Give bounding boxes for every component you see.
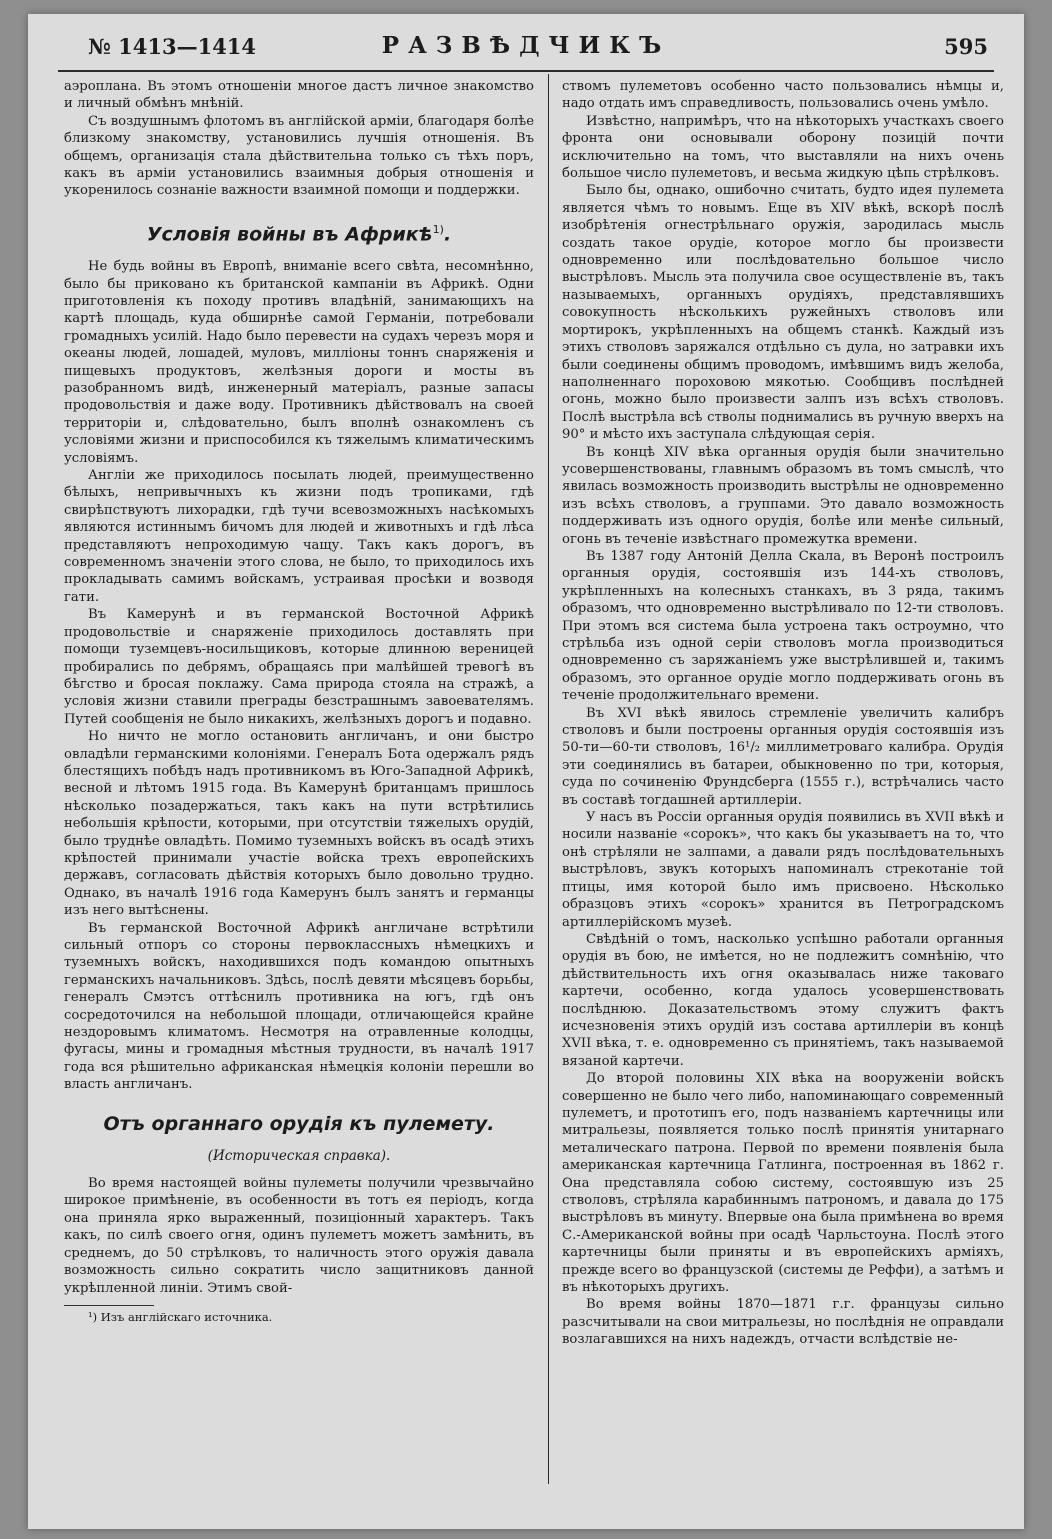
article-heading-africa: Условія войны въ Африкѣ$^{1)}$. [146,222,452,246]
paragraph: Было бы, однако, ошибочно считать, будто идея пулемета является чѣмъ то новымъ. Еще въ XIV вѣкѣ, вскорѣ послѣ изобрѣтенія огнестрѣльнаго оружія, зародилась мысль создать такое орудіе, которое могло бы произвести одновременно или послѣдовательно большое число выстрѣловъ. Мысль эта получила свое осуществленіе въ, такъ называемыхъ, органныхъ орудіяхъ, представлявшихъ совокупность нѣсколькихъ ружейныхъ стволовъ или мортирокъ, укрѣпленныхъ на общемъ станкѣ. Каждый изъ этихъ стволовъ заряжался отдѣльно съ дула, но затравки ихъ были соединены общимъ проводомъ, имѣвшимъ видъ желоба, наполненнаго пороховою мякотью. Сообщивъ послѣдней огонь, можно было произвести залпъ изъ всѣхъ стволовъ. Послѣ выстрѣла всѣ стволы поднимались въ ручную вверхъ на 90° и мѣсто ихъ заступала слѣдующая серія. [562,183,1004,443]
paragraph: Свѣдѣній о томъ, насколько успѣшно работали органныя орудія въ бою, не имѣется, но не подлежитъ сомнѣнію, что дѣйствительность ихъ огня оказывалась ниже таковаго картечи, особенно, когда удалось усовершенствовать послѣднюю. Доказательствомъ этому служитъ фактъ исчезновенія этихъ орудій изъ состава артиллеріи въ концѣ XVII вѣка, т. е. одновременно съ принятіемъ, такъ называемой вязаной картечи. [562,931,1004,1069]
paragraph: Во время настоящей войны пулеметы получили чрезвычайно широкое примѣненіе, въ особенности въ тотъ ея періодъ, когда она приняла ярко выраженный, позиціонный характеръ. Такъ какъ, по силѣ своего огня, одинъ пулеметъ можетъ замѣнить, въ среднемъ, до 50 стрѣлковъ, то наличность этого оружія давала возможность сильно сократить число защитниковъ данной укрѣпленной линіи. Этимъ свой- [64,1176,534,1296]
right-column [562,78,1004,1349]
heading-text: Условія войны въ Африкѣ [146,223,433,246]
paragraph: ствомъ пулеметовъ особенно часто пользовались нѣмцы и, надо отдать имъ справедливость, пользовались очень умѣло. [562,79,1004,112]
paragraph: Въ германской Восточной Африкѣ англичане встрѣтили сильный отпоръ со стороны первоклассныхъ нѣмецкихъ и туземныхъ войскъ, находившихся подъ командою опытныхъ германскихъ начальниковъ. Здѣсь, послѣ девяти мѣсяцевъ борьбы, генералъ Смэтсъ оттѣснилъ противника на югъ, гдѣ онъ сосредоточился на небольшой площади, отличающейся крайне нездоровымъ климатомъ. Несмотря на отравленные колодцы, фугасы, мины и громадныя мѣстныя трудности, въ началѣ 1917 года вся рѣшительно африканская нѣмецкія колоніи перешли во власть англичанъ. [64,920,534,1093]
page-header [58,30,994,72]
paragraph: аэроплана. Въ этомъ отношеніи многое дастъ личное знакомство и личный обмѣнъ мнѣній. [64,79,534,112]
column-divider [548,74,549,1484]
paragraph: Въ XVI вѣкѣ явилось стремленіе увеличить калибръ стволовъ и были построены органныя орудія состоявшія изъ 50-ти—60-ти стволовъ, 16¹/₂ миллиметроваго калибра. Орудія эти соединялись въ батареи, обыкновенно по три, которыя, суда по сочиненію Фрундсберга (1555 г.), встрѣчались часто въ составѣ тогдашней артиллеріи. [562,705,1004,808]
footnote-rule [64,1305,154,1306]
paragraph: Въ 1387 году Антоній Делла Скала, въ Веронѣ построилъ органныя орудія, состоявшія изъ 144-хъ стволовъ, укрѣпленныхъ на колесныхъ станкахъ, въ 3 ряда, такимъ образомъ, что одновременно выстрѣливало по 12-ти стволовъ. При этомъ вся система была устроена такъ остроумно, что стрѣльба изъ одной серіи стволовъ могла производиться одновременно съ заряжаніемъ уже выстрѣлившей и, такимъ образомъ, это органное орудіе могло поддерживать огонь въ теченіе продолжительнаго времени. [562,548,1004,704]
footnote-marker: 1) [432,222,444,236]
issue-number: № 1413—1414 [88,34,257,59]
masthead-title: РАЗВѢДЧИКЪ [381,32,671,59]
paragraph: У насъ въ Россіи органныя орудія появились въ XVII вѣкѣ и носили названіе «сорокъ», что какъ бы указываетъ на то, что онѣ стрѣляли не залпами, а давали рядъ послѣдовательныхъ выстрѣловъ, звукъ которыхъ напоминалъ стрекотаніе той птицы, имя которой было имъ присвоено. Нѣсколько образцовъ этихъ «сорокъ» хранится въ Петроградскомъ артиллерійскомъ музеѣ. [562,810,1004,930]
page-number: 595 [944,34,988,59]
left-column [64,78,534,1325]
paragraph: Но ничто не могло остановить англичанъ, и они быстро овладѣли германскими колоніями. Генералъ Бота одержалъ рядъ блестящихъ побѣдъ надъ противникомъ въ Юго-Западной Африкѣ, весной и лѣтомъ 1915 года. Въ Камерунѣ британцамъ пришлось нѣсколько позадержаться, такъ какъ на пути встрѣтились небольшія крѣпости, которыми, при отсутствіи тяжелыхъ орудій, было труднѣе овладѣть. Помимо туземныхъ войскъ въ осадѣ этихъ крѣпостей принимали участіе войска трехъ европейскихъ державъ, согласовать дѣйствія которыхъ было довольно трудно. Однако, въ началѣ 1916 года Камерунъ былъ занятъ и германцы изъ него вытѣснены. [64,729,534,919]
paragraph: Съ воздушнымъ флотомъ въ англійской арміи, благодаря болѣе близкому знакомству, установились лучшія отношенія. Въ общемъ, организація стала дѣйствительна только съ тѣхъ поръ, какъ въ арміи установились взаимныя добрыя отношенія и укоренилось сознаніе важности взаимной помощи и поддержки. [64,113,534,199]
newspaper-page [28,14,1024,1529]
paragraph: До второй половины XIX вѣка на вооруженіи войскъ совершенно не было чего либо, напоминающаго современный пулеметъ, и прототипъ его, подъ названіемъ картечницы или митральезы, появляется только послѣ принятія унитарнаго металическаго патрона. Первой по времени появленія была американская картечница Гатлинга, построенная въ 1862 г. Она представляла собою систему, состоявшую изъ 25 стволовъ, стрѣляла карабиннымъ патрономъ, и давала до 175 выстрѣловъ въ минуту. Впервые она была примѣнена во время С.-Американской войны при осадѣ Чарльстоуна. Послѣ этого картечницы были приняты и въ европейскихъ арміяхъ, прежде всего во французской (системы де Реффи), а затѣмъ и въ нѣкоторыхъ другихъ. [562,1071,1004,1296]
paragraph: Англіи же приходилось посылать людей, преимущественно бѣлыхъ, непривычныхъ къ жизни подъ тропиками, гдѣ свирѣпствуютъ лихорадки, гдѣ тучи всевозможныхъ насѣкомыхъ являются истиннымъ бичомъ для людей и животныхъ и гдѣ лѣса представляютъ непроходимую чащу. Такъ какъ дорогъ, въ современномъ значеніи этого слова, не было, то приходилось ихъ прокладывать самимъ войскамъ, устраивая просѣки и возводя гати. [64,468,534,605]
paragraph: Во время войны 1870—1871 г.г. французы сильно разсчитывали на свои митральезы, но послѣднія не оправдали возлагавшихся на нихъ надеждъ, отчасти вслѣдствіе не- [562,1297,1004,1348]
paragraph: Не будь войны въ Европѣ, вниманіе всего свѣта, несомнѣнно, было бы приковано къ британской кампаніи въ Африкѣ. Одни приготовленія къ походу противъ владѣній, занимающихъ на картѣ площадь, куда обширнѣе самой Германіи, потребовали громадныхъ усилій. Надо было перевести на судахъ черезъ моря и океаны людей, лошадей, муловъ, милліоны тоннъ снаряженія и пищевыхъ продуктовъ, желѣзныя дороги и мосты въ разобранномъ видѣ, инженерный матеріалъ, разные запасы продовольствія и даже воду. Противникъ дѣйствовалъ на своей территоріи и, слѣдовательно, былъ вполнѣ ознакомленъ съ условіями жизни и приспособился къ тяжелымъ климатическимъ условіямъ. [64,259,534,466]
article-heading-machinegun: Отъ органнаго орудія къ пулемету. [103,1112,495,1135]
paragraph: Извѣстно, напримѣръ, что на нѣкоторыхъ участкахъ своего фронта они основывали оборону позицій почти исключительно на томъ, что выставляли на нихъ очень большое число пулеметовъ, и весьма жидкую цѣпь стрѣлковъ. [562,113,1004,182]
article-subheading: (Историческая справка). [207,1147,391,1164]
footnote: ¹) Изъ англійскаго источника. [88,1309,273,1324]
paragraph: Въ концѣ XIV вѣка органныя орудія были значительно усовершенствованы, главнымъ образомъ въ томъ смыслѣ, что явилась возможность производить выстрѣлы не одновременно изъ всѣхъ стволовъ, а группами. Это давало возможность поддерживать изъ одного орудія, болѣе или менѣе сильный, огонь въ теченіе извѣстнаго промежутка времени. [562,444,1004,547]
paragraph: Въ Камерунѣ и въ германской Восточной Африкѣ продовольствіе и снаряженіе приходилось доставлять при помощи туземцевъ-носильщиковъ, которые длинною вереницей пробирались по дебрямъ, обращаясь при малѣйшей тревогѣ въ бѣгство и бросая поклажу. Сама природа стояла на стражѣ, а условія жизни ставили преграды безстрашнымъ завоевателямъ. Путей сообщенія не было никакихъ, желѣзныхъ дорогъ и подавно. [64,607,534,727]
